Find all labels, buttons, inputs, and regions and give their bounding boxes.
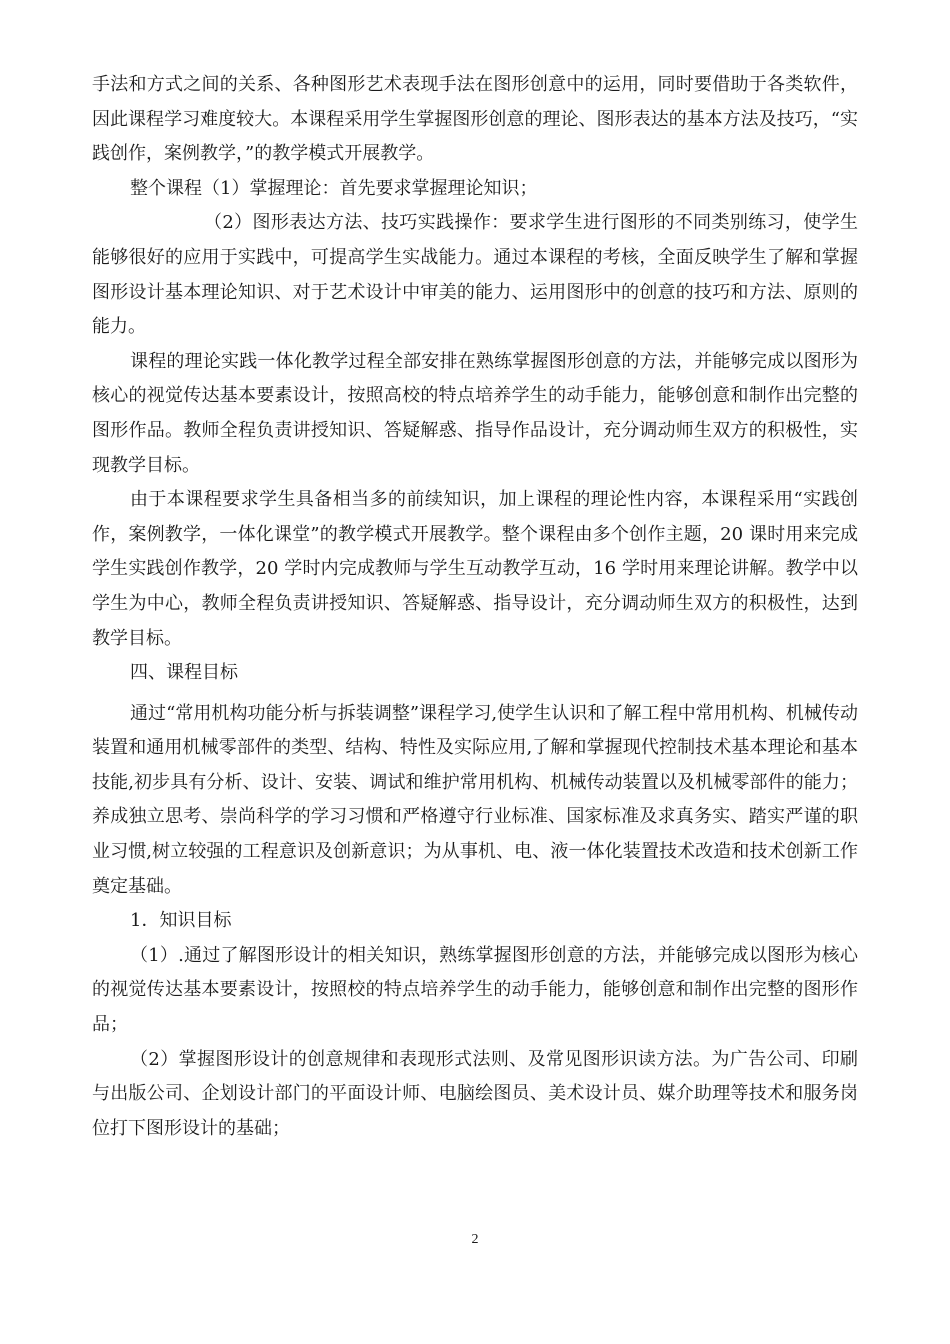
paragraph-teaching-mode: 由于本课程要求学生具备相当多的前续知识，加上课程的理论性内容，本课程采用“实践创作，案例教学，一体化课堂”的教学模式开展教学。整个课程由多个创作主题，20 课时用来完成学生实践创作教学，20 学时内完成教师与学生互动教学互动，16 学时用来理论讲解。教学中以学生为中心，教师全程负责讲授知识、答疑解惑、指导设计，充分调动师生双方的积极性，达到教学目标。 [92, 489, 858, 649]
paragraph-knowledge-2: （2）掌握图形设计的创意规律和表现形式法则、及常见图形识读方法。为广告公司、印刷与出版公司、企划设计部门的平面设计师、电脑绘图员、美术设计员、媒介助理等技术和服务岗位打下图形设计的基础； [92, 1048, 858, 1139]
paragraph-integrated-teaching: 课程的理论实践一体化教学过程全部安排在熟练掌握图形创意的方法，并能够完成以图形为核心的视觉传达基本要素设计，按照高校的特点培养学生的动手能力，能够创意和制作出完整的图形作品。教师全程负责讲授知识、答疑解惑、指导作品设计，充分调动师生双方的积极性，实现教学目标。 [92, 350, 858, 476]
paragraph-knowledge-1: （1）.通过了解图形设计的相关知识，熟练掌握图形创意的方法，并能够完成以图形为核心的视觉传达基本要素设计，按照校的特点培养学生的动手能力，能够创意和制作出完整的图形作品； [92, 944, 858, 1036]
heading-course-objectives: 四、课程目标 [130, 662, 238, 684]
paragraph-overall-course: 整个课程（1）掌握理论：首先要求掌握理论知识； [130, 177, 538, 199]
document-page [92, 68, 858, 1146]
paragraph-practice: （2）图形表达方法、技巧实践操作：要求学生进行图形的不同类别练习，使学生能够很好的应用于实践中，可提高学生实战能力。通过本课程的考核，全面反映学生了解和掌握图形设计基本理论知识、对于艺术设计中审美的能力、运用图形中的创意的技巧和方法、原则的能力。 [92, 212, 858, 338]
heading-knowledge-objectives: 1．知识目标 [130, 910, 232, 932]
paragraph-course-goal: 通过“常用机构功能分析与拆装调整”课程学习,使学生认识和了解工程中常用机构、机械传动装置和通用机械零部件的类型、结构、特性及实际应用,了解和掌握现代控制技术基本理论和基本技能,初步具有分析、设计、安装、调试和维护常用机构、机械传动装置以及机械零部件的能力；养成独立思考、崇尚科学的学习习惯和严格遵守行业标准、国家标准及求真务实、踏实严谨的职业习惯,树立较强的工程意识及创新意识；为从事机、电、液一体化装置技术改造和技术创新工作奠定基础。 [92, 702, 858, 897]
page-number: 2 [471, 1232, 479, 1247]
paragraph-continuation: 手法和方式之间的关系、各种图形艺术表现手法在图形创意中的运用，同时要借助于各类软件，因此课程学习难度较大。本课程采用学生掌握图形创意的理论、图形表达的基本方法及技巧，“实践创作，案例教学，”的教学模式开展教学。 [92, 74, 858, 165]
